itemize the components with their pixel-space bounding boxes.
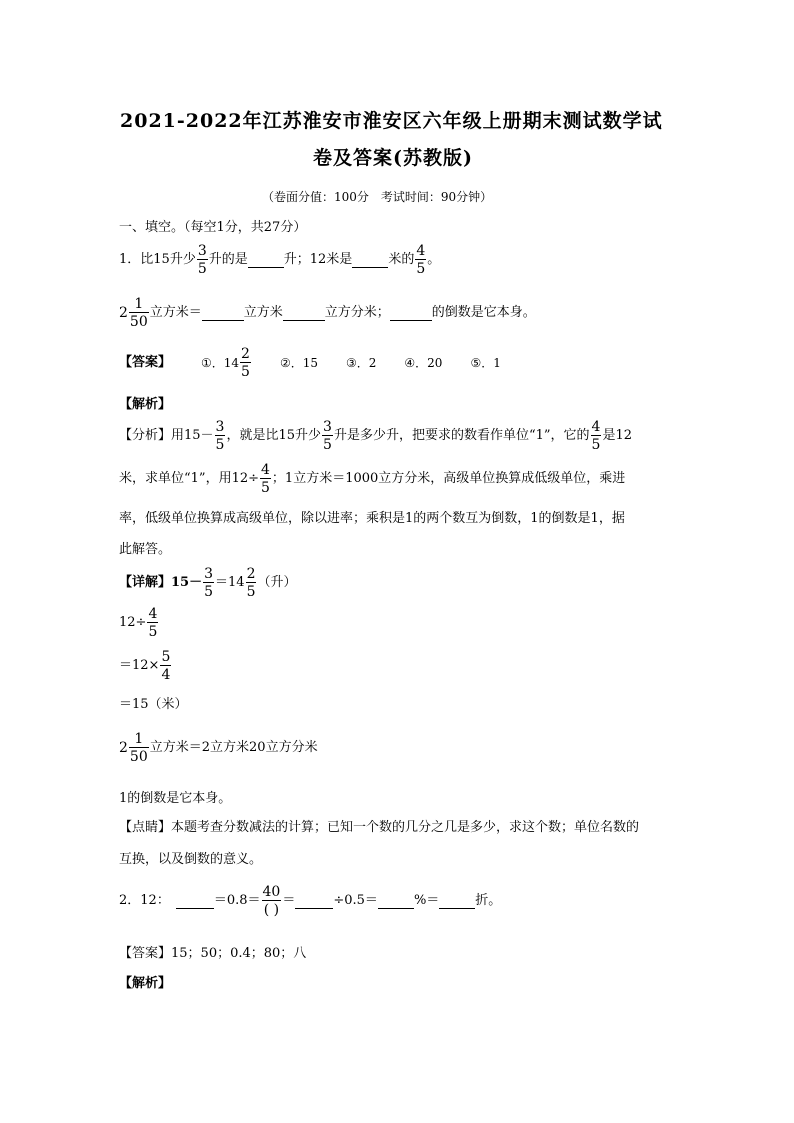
q2-analysis-label: 【解析】 — [119, 976, 172, 991]
question-2 — [119, 885, 501, 917]
analysis-line1 — [119, 420, 632, 452]
fraction: $\frac{40}{( )}$ — [262, 884, 281, 918]
document-title-line2: 卷及答案(苏教版) — [313, 147, 473, 169]
analysis-text: ；1立方米＝1000立方分米，高级单位换算成低级单位，乘进 — [271, 471, 626, 486]
fraction: $\frac{4}{5}$ — [591, 419, 601, 453]
question-1-line1 — [119, 244, 440, 276]
q1-text-part: 立方米 — [243, 305, 283, 320]
q2-text-part: %＝ — [413, 893, 440, 908]
fraction: $\frac{5}{4}$ — [161, 649, 171, 683]
analysis-line4: 此解答。 — [119, 542, 172, 557]
q1-text-part: 立方分米； — [324, 305, 390, 320]
detail-line3 — [119, 650, 172, 682]
q1-text-part: 的倒数是它本身。 — [431, 305, 536, 320]
answer-item: ②．15 — [279, 356, 318, 370]
answer-label: 【答案】 — [119, 355, 172, 370]
q1-answer — [119, 347, 501, 379]
analysis-label: 【解析】 — [119, 397, 172, 412]
q2-text-part: ＝0.8＝ — [213, 893, 261, 908]
analysis-text: 米，求单位“1”，用12÷ — [119, 471, 259, 486]
answer-blank[interactable] — [283, 306, 325, 321]
fraction: $\frac{3}{5}$ — [197, 243, 207, 277]
answer-blank[interactable] — [202, 306, 244, 321]
detail-text: （升） — [257, 575, 297, 590]
document-title-line1: 2021-2022年江苏淮安市淮安区六年级上册期末测试数学试 — [120, 110, 663, 132]
fraction: $\frac{2}{5}$ — [241, 346, 250, 380]
comment-line2: 互换，以及倒数的意义。 — [119, 852, 263, 867]
fraction: $\frac{1}{50}$ — [129, 296, 148, 330]
q1-text-part: 升的是 — [208, 252, 248, 267]
q2-answer: 【答案】15；50；0.4；80；八 — [119, 946, 307, 961]
detail-text: ＝14 — [215, 575, 245, 590]
q2-text-part: ÷0.5＝ — [333, 893, 378, 908]
answer-blank[interactable] — [390, 306, 432, 321]
analysis-text: 是12 — [602, 428, 632, 443]
q1-text-part: 。 — [427, 252, 441, 267]
detail-line6: 1的倒数是它本身。 — [119, 791, 232, 806]
q1-text-part: 升；12米是 — [283, 252, 353, 267]
fraction: $\frac{4}{5}$ — [148, 606, 158, 640]
fraction: $\frac{3}{5}$ — [215, 419, 225, 453]
detail-line2 — [119, 607, 159, 639]
detail-line5 — [119, 732, 318, 764]
detail-label: 【详解】15－ — [119, 575, 203, 590]
answer-item: ⑤．1 — [470, 356, 501, 370]
detail-line1 — [119, 567, 297, 599]
fraction: $\frac{1}{50}$ — [129, 731, 148, 765]
analysis-line3: 率，低级单位换算成高级单位，除以进率；乘积是1的两个数互为倒数，1的倒数是1，据 — [119, 511, 625, 526]
analysis-text: 【分析】用15－ — [119, 428, 214, 443]
analysis-text: ，就是比15升少 — [226, 428, 322, 443]
detail-line4: ＝15（米） — [119, 697, 188, 712]
detail-text: ＝12× — [119, 658, 160, 673]
fraction: $\frac{4}{5}$ — [261, 462, 270, 496]
q1-text-part: 米的 — [388, 252, 415, 267]
answer-blank[interactable] — [378, 894, 414, 909]
answer-blank[interactable] — [248, 253, 284, 268]
question-1-line2 — [119, 297, 536, 329]
answer-blank[interactable] — [295, 894, 333, 909]
detail-text: 立方米＝2立方米20立方分米 — [149, 740, 318, 755]
fraction: $\frac{2}{5}$ — [246, 566, 256, 600]
answer-blank[interactable] — [439, 894, 475, 909]
mixed-number-whole: 2 — [119, 305, 128, 321]
section-header: 一、填空。（每空1分，共27分） — [119, 220, 307, 235]
q2-text-part: 折。 — [475, 893, 502, 908]
answer-item: ③．2 — [346, 356, 377, 370]
comment-line1: 【点睛】本题考查分数减法的计算；已知一个数的几分之几是多少，求这个数；单位名数的 — [119, 820, 640, 835]
analysis-text: 升是多少升，把要求的数看作单位“1”，它的 — [333, 428, 590, 443]
q1-text-part: 立方米＝ — [149, 305, 202, 320]
q2-text-part: ＝ — [282, 893, 296, 908]
fraction: $\frac{3}{5}$ — [323, 419, 332, 453]
analysis-line2 — [119, 463, 625, 495]
answer-blank[interactable] — [176, 894, 214, 909]
fraction: $\frac{4}{5}$ — [416, 243, 426, 277]
answer-item: ④．20 — [404, 356, 443, 370]
answer-item: ①．14 — [201, 356, 240, 370]
fraction: $\frac{3}{5}$ — [204, 566, 214, 600]
mixed-number-whole: 2 — [119, 740, 128, 756]
q1-text-part: 1．比15升少 — [119, 252, 196, 267]
detail-text: 12÷ — [119, 615, 147, 630]
q2-text-part: 2．12： — [119, 893, 170, 908]
answer-blank[interactable] — [352, 253, 388, 268]
exam-info: （卷面分值：100分 考试时间：90分钟） — [262, 190, 493, 204]
